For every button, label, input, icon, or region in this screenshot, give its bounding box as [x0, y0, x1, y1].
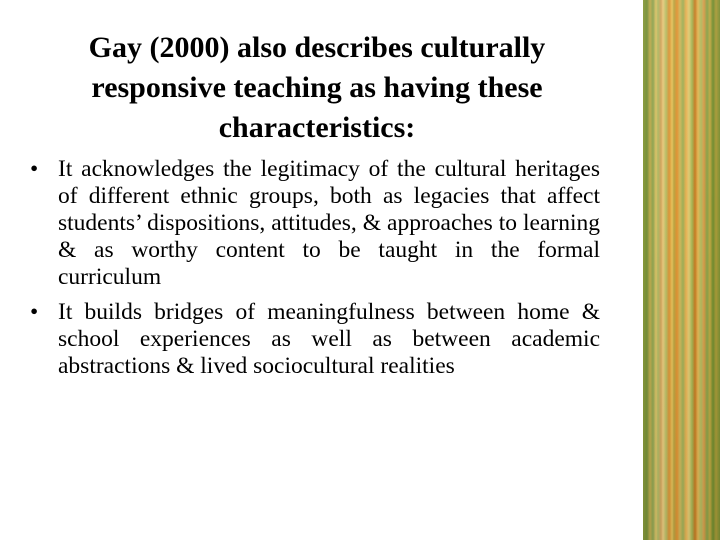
bullet-text: It acknowledges the legitimacy of the cultural heritages of different ethnic groups, both as legacies that affect students’ dispositions, attitudes, & approaches to learning & as worthy content to be taught in the formal curriculum — [58, 156, 600, 290]
bullet-list — [24, 156, 600, 388]
decorative-side-stripe — [643, 0, 720, 540]
bullet-icon: • — [30, 156, 39, 182]
bullet-item — [24, 299, 600, 380]
bullet-item — [24, 156, 600, 291]
bullet-text: It builds bridges of meaningfulness between home & school experiences as well as between academic abstractions & lived sociocultural realities — [58, 299, 600, 379]
slide-title: Gay (2000) also describes culturally responsive teaching as having these characteristics: — [88, 31, 546, 144]
bullet-icon: • — [30, 299, 39, 325]
stripe-highlight — [643, 0, 720, 540]
